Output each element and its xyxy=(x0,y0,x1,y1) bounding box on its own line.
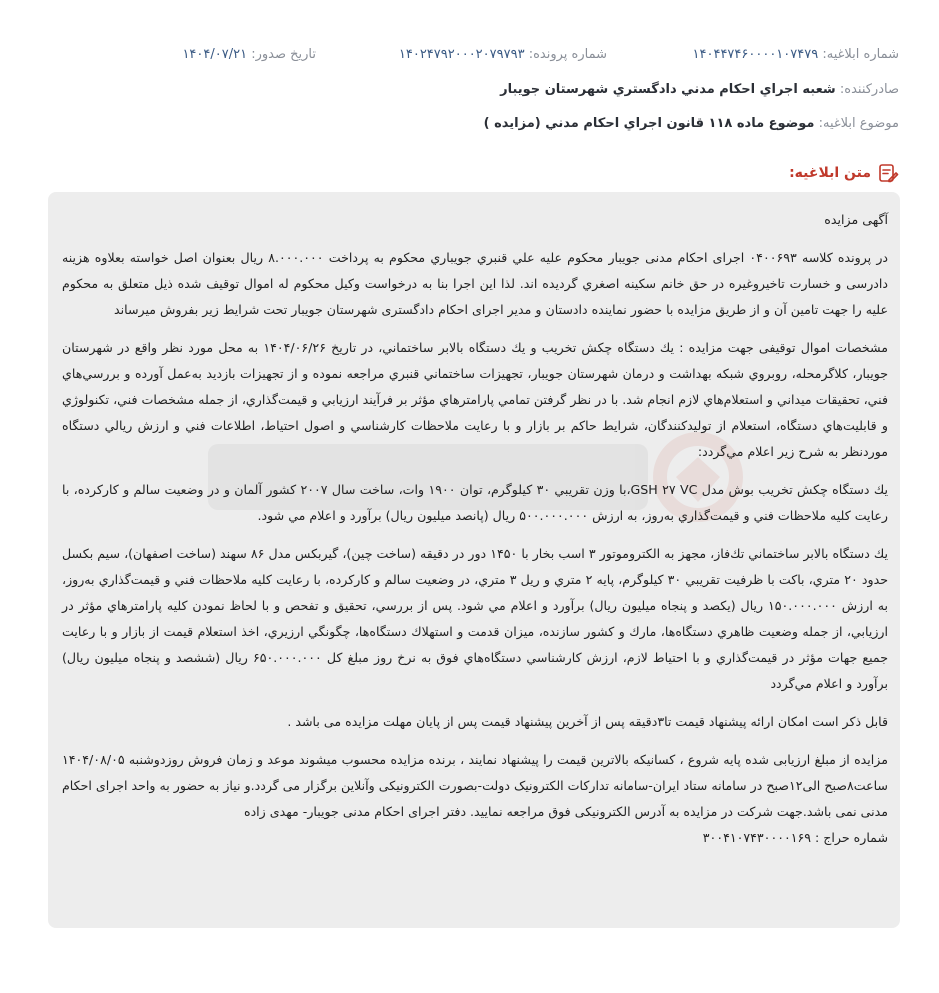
paragraph-lift: يك دستگاه بالابر ساختماني تك‌فاز، مجهز به الكتروموتور ۳ اسب بخار با ۱۴۵۰ دور در دقيقه (ساخت چين)، گيربكس مدل ۸۶ سهند (ساخت اصفهان)، سيم بكسل حدود ۲۰ متري، باكت با ظرفيت تقريبي ۳۰ كيلوگرم، پايه ۲ متري و ريل ۳ متري، در وضعيت سالم و كاركرده، با رعايت كليه ملاحظات فني و قيمت‌گذاري به‌روز، به ارزش ۱۵۰.۰۰۰.۰۰۰ ريال (يكصد و پنجاه ميليون ريال) برآورد و اعلام مي شود. پس از بررسي، تحقيق و تفحص و با لحاظ نمودن كليه پارامترهاي مؤثر در ارزيابي، از جمله وضعيت ظاهري دستگاه‌ها، مارك و كشور سازنده، ميزان قدمت و استهلاك دستگاه‌ها، چگونگي ارزيري، اخذ استعلام قيمت از بازار و با رعايت جميع جهات مؤثر در قيمت‌گذاري و با احتياط لازم، ارزش كارشناسي دستگاه‌هاي فوق به نرخ روز مبلغ كل ۶۵۰.۰۰۰.۰۰۰ ريال (ششصد و پنجاه ميليون ريال) برآورد و اعلام مي‌گردد xyxy=(62,546,889,691)
notice-number-value: ۱۴۰۴۴۷۴۶۰۰۰۰۱۰۷۴۷۹ xyxy=(692,47,819,62)
paragraph-auction-terms: مزایده از مبلغ ارزیابی شده پایه شروع ، کسانیکه بالاترین قیمت را پیشنهاد نمایند ، برنده مزایده محسوب میشوند موعد و زمان فروش روزدوشنبه ۱۴۰۴/۰۸/۰۵ ساعت۸صبح الی۱۲صبح در سامانه ستاد ایران-سامانه تدارکات الکترونیک دولت-بصورت الکترونیکی وآنلاین برگزار می گردد.و نیاز به حضور به واحد اجرای احکام مدنی نمی باشد.جهت شرکت در مزایده به آدرس الکترونیکی فوق مراجعه نمایید. دفتر اجرای احکام مدنی جويبار- مهدی زاده xyxy=(62,752,888,819)
issuer-value: شعبه اجراي احکام مدني دادگستري شهرستان جويبار xyxy=(500,82,836,97)
subject-label: موضوع ابلاغیه: xyxy=(818,116,899,131)
issuer-row xyxy=(40,82,899,97)
document-edit-icon xyxy=(877,162,899,184)
section-title: متن ابلاغیه: xyxy=(789,165,871,181)
issue-date-label: تاریخ صدور: xyxy=(251,47,316,62)
paragraph-hammer-drill: يك دستگاه چكش تخريب بوش مدل GSH ۲۷ VC،با وزن تقريبي ۳۰ كيلوگرم، توان ۱۹۰۰ وات، ساخت سال ۲۰۰۷ كشور آلمان و در وضعيت سالم و كاركرده، با رعايت كليه ملاحظات فني و قيمت‌گذاري به‌روز، به ارزش ۵۰۰.۰۰۰.۰۰۰ ريال (پانصد ميليون ريال) برآورد و اعلام مي شود. xyxy=(62,482,888,523)
file-number-value: ۱۴۰۲۴۷۹۲۰۰۰۲۰۷۹۷۹۳ xyxy=(398,47,525,62)
issuer-label: صادرکننده: xyxy=(839,82,899,97)
subject-value: موضوع ماده ۱۱۸ قانون اجراي احکام مدني (مزايده ) xyxy=(483,116,815,131)
notice-number-label: شماره ابلاغیه: xyxy=(822,47,899,62)
auction-title: آگهی مزایده xyxy=(824,212,888,227)
notice-number xyxy=(693,47,899,62)
paragraph-intro: در پرونده کلاسه ۰۴۰۰۶۹۳ اجرای احکام مدنی جویبار محکوم علیه علي قنبري جويباري محکوم به پرداخت ۸.۰۰۰.۰۰۰ ریال بعنوان اصل خواسته بعلاوه هزینه دادرسی و خسارت تاخیروغیره در حق خانم سکینه اصغري گردیده اند. لذا این اجرا بنا به درخواست وکیل محکوم له اموال توقیف شده ذیل متعلق به محکوم علیه را جهت تامین آن و از طریق مزایده با حضور نماینده دادستان و مدیر اجرای احکام دادگستری شهرستان جویبار تحت شرایط زیر بفروش میرساند xyxy=(62,250,889,317)
issue-date xyxy=(182,47,316,62)
file-number xyxy=(399,47,607,62)
paragraph-property-specs: مشخصات اموال توقیفی جهت مزایده : يك دستگاه چكش تخريب و يك دستگاه بالابر ساختماني، در تاريخ ۱۴۰۴/۰۶/۲۶ به محل مورد نظر واقع در شهرستان جويبار، كلاگرمحله، روبروي شبكه بهداشت و درمان شهرستان جويبار، تجهيزات ساختماني قنبري مراجعه نموده و از تجهيزات بازديد به‌عمل آورده و بررسي‌هاي فني، تحقيقات ميداني و استعلام‌هاي لازم انجام شد. با در نظر گرفتن تمامي پارامترهاي مؤثر بر فرآيند ارزيابي و قيمت‌گذاري، از جمله مشخصات فني، تكنولوژي و قابليت‌هاي دستگاه، استعلام از توليدكنندگان، شرايط حاكم بر بازار و با رعايت ملاحظات كارشناسي و اصول احتياط، اطلاعات فني و ارزش ريالي دستگاه موردنظر به شرح زير اعلام مي‌گردد: xyxy=(62,340,889,459)
notice-body xyxy=(48,192,900,851)
notice-content-box xyxy=(48,192,900,928)
subject-row xyxy=(40,116,899,131)
issue-date-value: ۱۴۰۴/۰۷/۲۱ xyxy=(182,47,248,62)
auction-number: شماره حراج : ۳۰۰۴۱۰۷۴۳۰۰۰۰۱۶۹ xyxy=(702,830,888,845)
notice-text-heading xyxy=(789,160,899,186)
paragraph-bid-note: قابل ذکر است امکان ارائه پیشنهاد قیمت تا۳دقیقه پس از آخرین پیشنهاد قیمت پس از پایان مهلت مزایده می باشد . xyxy=(287,714,888,729)
file-number-label: شماره پرونده: xyxy=(528,47,607,62)
